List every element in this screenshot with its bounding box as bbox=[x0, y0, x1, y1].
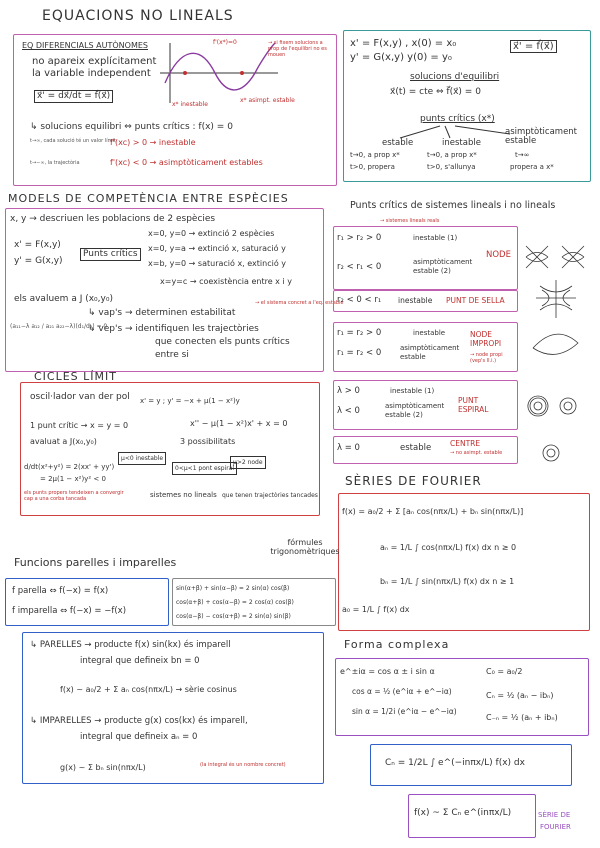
complexa-sin: sin α = 1/2i (e^iα − e^−iα) bbox=[352, 707, 457, 716]
cicles-poss: 3 possibilitats bbox=[180, 437, 236, 446]
ed-equation: x⃗' = dx⃗/dt = f⃗(x⃗) bbox=[34, 90, 113, 103]
models-c4: x=y=c → coexistència entre x i y bbox=[160, 277, 292, 286]
formules-title: fórmules trigonomètriques bbox=[270, 538, 340, 556]
ed-graph-top-label: f'(x*)=0 bbox=[213, 39, 237, 46]
serie-lbl2: FOURIER bbox=[540, 823, 571, 831]
sys-b2a: t→0, a prop x* bbox=[427, 151, 477, 159]
pc-r3a: r₂ < 0 < r₁ bbox=[337, 295, 382, 305]
main-title: EQUACIONS NO LINEALS bbox=[42, 8, 234, 24]
pc-r4b: inestable bbox=[413, 329, 446, 337]
pc-nimp: NODE IMPROPI bbox=[470, 330, 502, 348]
parelles-eq2: g(x) ~ Σ bₙ sin(nπx/L) bbox=[60, 763, 146, 772]
pc-centre: CENTRE bbox=[450, 439, 481, 448]
cicles-p2: 0<μ<1 pont espiral bbox=[172, 462, 237, 475]
ed-solutions: ↳ solucions equilibri ⇔ punts crítics : f(x) = 0 bbox=[30, 122, 233, 132]
models-veps3: entre si bbox=[155, 350, 189, 360]
models-sys2: y' = G(x,y) bbox=[14, 256, 63, 266]
cicles-red: els punts propers tendeixen a convergir cap a una corba tancada bbox=[24, 490, 124, 502]
models-matrix: (a₁₁−λ a₁₂ / a₂₁ a₂₂−λ)(d₁/d₂) = 0 bbox=[10, 323, 108, 330]
models-veps2: que conecten els punts crítics bbox=[155, 337, 290, 347]
complexa-cn: Cₙ = ½ (aₙ − ibₙ) bbox=[486, 691, 554, 700]
sys-line1: x' = F(x,y) , x(0) = x₀ bbox=[350, 38, 457, 49]
sys-b1: estable bbox=[382, 138, 414, 148]
phase-portraits bbox=[518, 228, 594, 464]
funcions-f1: f parella ⇔ f(−x) = f(x) bbox=[12, 586, 109, 596]
ed-side-note: → si fixem solucions a prop de l'equilibri no es mouen bbox=[268, 40, 327, 58]
complexa-cmn: C₋ₙ = ½ (aₙ + ibₙ) bbox=[486, 713, 558, 722]
pc-node: NODE bbox=[486, 250, 511, 260]
complexa-title: Forma complexa bbox=[344, 638, 450, 651]
trig-t2: cos(α+β) + cos(α−β) = 2 cos(α) cos(β) bbox=[176, 599, 294, 606]
pc-centre-note: → no asimpt. estable bbox=[450, 450, 503, 456]
punts-title: Punts crítics de sistemes lineals i no lineals bbox=[350, 200, 556, 211]
cicles-d2: = 2μ(1 − x²)y² < 0 bbox=[40, 475, 106, 483]
ed-graph-inestable: x* inestable bbox=[172, 101, 208, 108]
ed-graph-asim: x* asimpt. estable bbox=[240, 97, 295, 104]
parelles-l3: ↳ IMPARELLES → producte g(x) cos(kx) és imparell, bbox=[30, 716, 248, 726]
serie-lbl1: SÈRIE DE bbox=[538, 811, 571, 819]
pc-r8b: estable bbox=[400, 443, 432, 453]
sys-b3b: propera a x* bbox=[510, 163, 554, 171]
models-title: MODELS DE COMPETÈNCIA ENTRE ESPÈCIES bbox=[8, 192, 289, 205]
models-c1: x=0, y=0 → extinció 2 espècies bbox=[148, 229, 275, 238]
series-title: SÈRIES DE FOURIER bbox=[345, 474, 482, 488]
ed-note1: t→∞, cada solució té un valor límit bbox=[30, 138, 116, 144]
ed-red2: f'(xc) < 0 → asimptòticament estables bbox=[110, 158, 263, 167]
complexa-e: e^±iα = cos α ± i sin α bbox=[340, 667, 435, 676]
models-l1: x, y → descriuen les poblacions de 2 espècies bbox=[10, 214, 216, 224]
models-eval: els avaluem a J (x₀,y₀) bbox=[14, 294, 113, 304]
parelles-eq1: f(x) ~ a₀/2 + Σ aₙ cos(nπx/L) → sèrie cosinus bbox=[60, 685, 237, 694]
sys-vec: x⃗' = f⃗(x⃗) bbox=[510, 40, 557, 53]
sys-line2: y' = G(x,y) y(0) = y₀ bbox=[350, 52, 452, 63]
sys-branch-arrows bbox=[380, 118, 530, 140]
funcions-f2: f imparella ⇔ f(−x) = −f(x) bbox=[12, 606, 127, 616]
pc-r2b: asimptòticament estable (2) bbox=[413, 258, 473, 275]
models-pc: Punts crítics bbox=[80, 248, 141, 261]
parelles-l1: ↳ PARELLES → producte f(x) sin(kx) és imparell bbox=[30, 640, 231, 650]
cicles-p3: μ>2 node bbox=[230, 456, 266, 469]
cicles-pc: 1 punt crític → x = y = 0 bbox=[30, 421, 129, 430]
cicles-title: CICLES LÍMIT bbox=[34, 370, 117, 383]
pc-r5b: asimptòticament estable bbox=[400, 344, 460, 361]
pc-r2a: r₂ < r₁ < 0 bbox=[337, 262, 382, 272]
funcions-title: Funcions parelles i imparelles bbox=[14, 556, 177, 569]
parelles-l4: integral que defineix aₙ = 0 bbox=[80, 732, 198, 742]
cn-eq: Cₙ = 1/2L ∫ e^(−inπx/L) f(x) dx bbox=[385, 758, 525, 768]
pc-espiral: PUNT ESPIRAL bbox=[458, 396, 489, 414]
pc-r5a: r₁ = r₂ < 0 bbox=[337, 348, 382, 358]
sys-b2b: t>0, s'allunya bbox=[427, 163, 476, 171]
pc-sella: PUNT DE SELLA bbox=[446, 296, 505, 305]
pc-r6a: λ > 0 bbox=[337, 386, 360, 396]
pc-r8a: λ = 0 bbox=[337, 443, 360, 453]
sys-pc: punts crítics (x*) bbox=[420, 114, 495, 124]
parelles-red: (la integral és un nombre concret) bbox=[200, 762, 286, 768]
fourier-a0: a₀ = 1/L ∫ f(x) dx bbox=[342, 605, 410, 614]
cicles-eval: avaluat a J(x₀,y₀) bbox=[30, 437, 97, 446]
sys-b3a: t→∞ bbox=[515, 151, 530, 159]
sys-sol-title: solucions d'equilibri bbox=[410, 72, 500, 82]
serie-eq: f(x) ~ Σ Cₙ e^(inπx/L) bbox=[414, 808, 512, 818]
models-veps: ↳ vep's → identifiquen les trajectòries bbox=[88, 324, 259, 334]
models-sys1: x' = F(x,y) bbox=[14, 240, 61, 250]
pc-r7b: asimptòticament estable (2) bbox=[385, 402, 445, 419]
ed-note2: t→−∞, la trajectòria bbox=[30, 160, 80, 166]
pc-r6b: inestable (1) bbox=[390, 387, 435, 395]
pc-nimp-note: → node propi (vep's ll.i.) bbox=[470, 352, 503, 364]
pc-r1a: r₁ > r₂ > 0 bbox=[337, 233, 382, 243]
fourier-eq: f(x) = a₀/2 + Σ [aₙ cos(nπx/L) + bₙ sin(nπx/L)] bbox=[342, 507, 524, 516]
ed-line1: no apareix explícitament bbox=[32, 56, 157, 67]
ed-line2: la variable independent bbox=[32, 68, 151, 79]
pc-note: → sistemes lineals reals bbox=[380, 218, 440, 224]
pc-r7a: λ < 0 bbox=[337, 406, 360, 416]
trig-t1: sin(α+β) + sin(α−β) = 2 sin(α) cos(β) bbox=[176, 585, 290, 592]
parelles-l2: integral que defineix bn = 0 bbox=[80, 656, 200, 666]
models-red-note: → el sistema concret a l'eq. estable bbox=[255, 300, 344, 306]
cicles-eq2: x'' − μ(1 − x²)x' + x = 0 bbox=[190, 419, 288, 428]
models-vaps: ↳ vap's → determinen estabilitat bbox=[88, 308, 236, 318]
pc-r1b: inestable (1) bbox=[413, 234, 458, 242]
fourier-an: aₙ = 1/L ∫ cos(nπx/L) f(x) dx n ≥ 0 bbox=[380, 543, 517, 552]
models-c3: x=b, y=0 → saturació x, extinció y bbox=[148, 259, 287, 268]
sys-b1a: t→0, a prop x* bbox=[350, 151, 400, 159]
cicles-l1: oscil·lador van der pol bbox=[30, 392, 130, 402]
complexa-c0: C₀ = a₀/2 bbox=[486, 667, 523, 676]
sys-b2: inestable bbox=[442, 138, 481, 148]
models-c2: x=0, y=a → extinció x, saturació y bbox=[148, 244, 286, 253]
cicles-sys: x' = y ; y' = −x + μ(1 − x²)y bbox=[140, 397, 240, 405]
sys-b1b: t>0, propera bbox=[350, 163, 395, 171]
pc-r3b: inestable bbox=[398, 296, 433, 305]
cicles-bottom2: que tenen trajectòries tancades bbox=[222, 492, 318, 499]
fourier-bn: bₙ = 1/L ∫ sin(nπx/L) f(x) dx n ≥ 1 bbox=[380, 577, 515, 586]
ed-title: EQ DIFERENCIALS AUTÒNOMES bbox=[22, 41, 148, 50]
sys-b3: asimptòticament estable bbox=[505, 127, 578, 146]
ed-red1: f'(xc) > 0 → inestable bbox=[110, 138, 196, 147]
cicles-bottom1: sistemes no lineals bbox=[150, 491, 217, 499]
trig-t3: cos(α−β) − cos(α+β) = 2 sin(α) sin(β) bbox=[176, 613, 291, 620]
cicles-p1: μ<0 inestable bbox=[118, 452, 166, 465]
sys-sol-eq: x⃗(t) = cte ⇔ f⃗(x⃗) = 0 bbox=[390, 87, 481, 97]
pc-r4a: r₁ = r₂ > 0 bbox=[337, 328, 382, 338]
cicles-d1: d/dt(x²+y²) = 2(xx' + yy') bbox=[24, 463, 115, 471]
complexa-cos: cos α = ½ (e^iα + e^−iα) bbox=[352, 687, 452, 696]
